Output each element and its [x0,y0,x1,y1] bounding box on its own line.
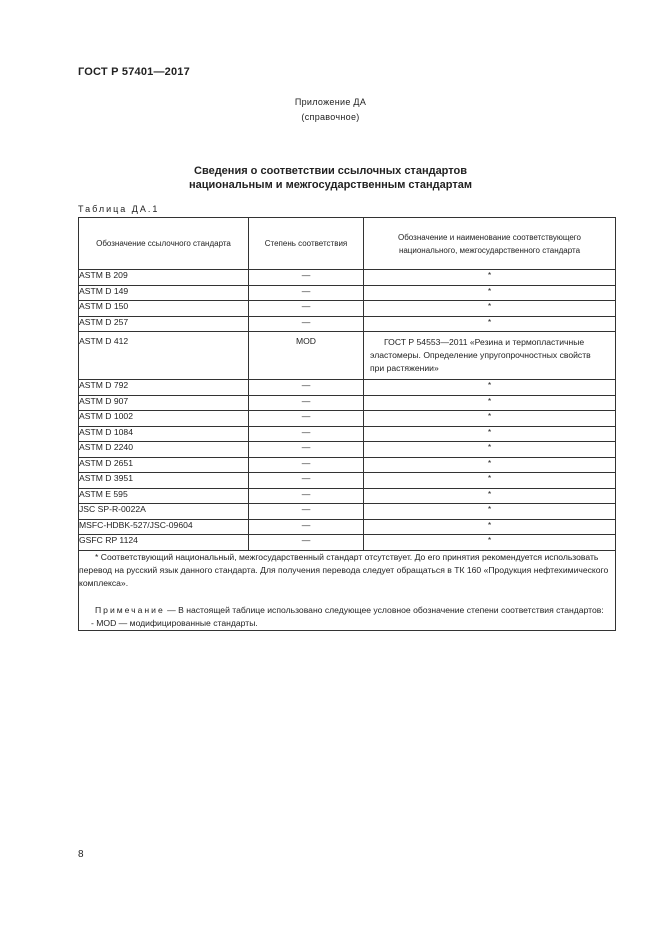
table-row [79,285,616,301]
cell-ref-standard: JSC SP-R-0022A [79,504,249,520]
page-number: 8 [78,849,84,860]
cell-national-standard: * [364,504,616,520]
cell-degree: — [249,285,364,301]
table-row [79,473,616,489]
cell-ref-standard: MSFC-HDBK-527/JSC-09604 [79,519,249,535]
cell-national-standard: * [364,411,616,427]
table-row [79,270,616,286]
cell-ref-standard: ASTM D 149 [79,285,249,301]
cell-national-standard: * [364,380,616,396]
cell-national-standard: * [364,301,616,317]
table-row [79,411,616,427]
table-row [79,380,616,396]
table-header-row [79,218,616,270]
table-row [79,332,616,380]
appendix-subtitle: (справочное) [301,112,360,122]
cell-degree: — [249,411,364,427]
cell-degree: — [249,488,364,504]
table-row [79,442,616,458]
cell-national-standard: * [364,270,616,286]
table-row [79,301,616,317]
section-title-line1: Сведения о соответствии ссылочных стандартов [194,165,467,177]
note-text: — В настоящей таблице использовано следующее условное обозначение степени соответствия стандартов: [164,604,604,615]
note-paragraph [79,604,615,617]
table-row [79,426,616,442]
cell-degree: — [249,457,364,473]
note-list-item: - MOD — модифицированные стандарты. [91,617,258,628]
cell-ref-standard: ASTM D 412 [79,332,249,380]
cell-national-standard: * [364,457,616,473]
document-code: ГОСТ Р 57401—2017 [78,66,190,78]
cell-national-standard: * [364,473,616,489]
cell-ref-standard: ASTM E 595 [79,488,249,504]
table-caption: Таблица ДА.1 [78,204,160,214]
cell-ref-standard: ASTM D 2240 [79,442,249,458]
cell-ref-standard: ASTM D 3951 [79,473,249,489]
table-row [79,504,616,520]
cell-national-standard: * [364,442,616,458]
cell-degree: — [249,316,364,332]
cell-ref-standard: GSFC RP 1124 [79,535,249,551]
cell-national-standard: * [364,488,616,504]
cell-degree: — [249,473,364,489]
cell-ref-standard: ASTM D 792 [79,380,249,396]
cell-degree: MOD [249,332,364,380]
cell-degree: — [249,504,364,520]
cell-national-standard: * [364,535,616,551]
cell-ref-standard: ASTM D 2651 [79,457,249,473]
cell-ref-standard: ASTM B 209 [79,270,249,286]
standards-table [78,217,616,631]
cell-degree: — [249,519,364,535]
cell-ref-standard: ASTM D 150 [79,301,249,317]
cell-national-standard: * [364,426,616,442]
header-ref-standard: Обозначение ссылочного стандарта [79,218,249,270]
cell-ref-standard: ASTM D 907 [79,395,249,411]
cell-degree: — [249,535,364,551]
table-row [79,395,616,411]
cell-national-standard: * [364,519,616,535]
cell-degree: — [249,426,364,442]
cell-national-standard: * [364,285,616,301]
cell-degree: — [249,395,364,411]
header-degree: Степень соответствия [249,218,364,270]
section-title-line2: национальным и межгосударственным стандартам [189,179,472,191]
cell-degree: — [249,270,364,286]
cell-degree: — [249,442,364,458]
cell-national-standard: * [364,395,616,411]
footnote-text: * Соответствующий национальный, межгосударственный стандарт отсутствует. До его принятия рекомендуется использовать перевод на русский язык данного стандарта. Для получения перевода следует обращаться в ТК 160 «Продукция нефтехимического комплекса». [79,551,609,588]
table-footnote [79,550,616,630]
cell-national-standard: * [364,316,616,332]
table-footer-row [79,550,616,630]
table-row [79,457,616,473]
cell-degree: — [249,301,364,317]
header-national-standard: Обозначение и наименование соответствующего национального, межгосударственного стандарта [364,218,616,270]
note-label: Примечание [95,604,165,615]
appendix-title: Приложение ДА [294,97,367,107]
table-row [79,488,616,504]
table-row [79,535,616,551]
cell-degree: — [249,380,364,396]
cell-ref-standard: ASTM D 1002 [79,411,249,427]
table-row [79,316,616,332]
table-row [79,519,616,535]
cell-national-standard: ГОСТ Р 54553—2011 «Резина и термопластичные эластомеры. Определение упругопрочностных свойств при растяжении» [364,332,616,380]
cell-ref-standard: ASTM D 1084 [79,426,249,442]
cell-ref-standard: ASTM D 257 [79,316,249,332]
